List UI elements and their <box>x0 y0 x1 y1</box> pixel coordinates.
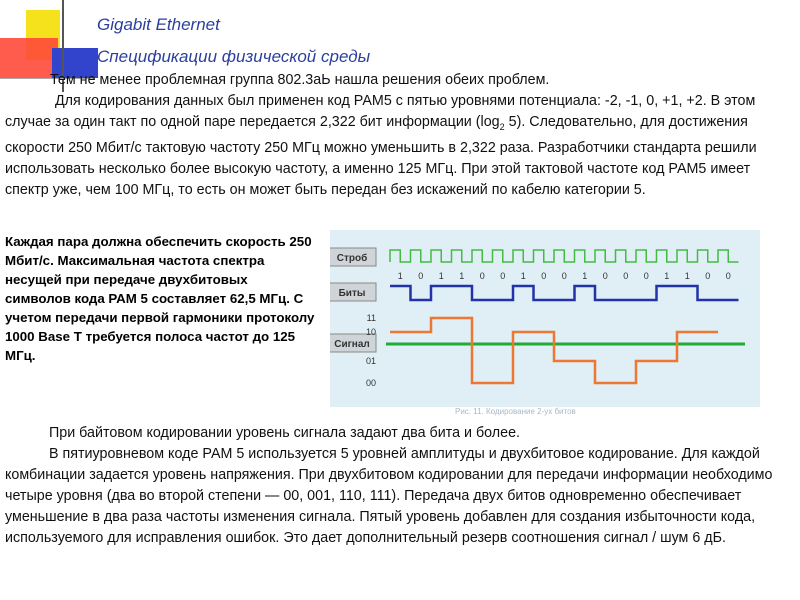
intro-paragraph-2 <box>5 91 785 201</box>
bit-label: 0 <box>561 271 567 281</box>
bit-label: 1 <box>459 271 465 281</box>
outro-paragraph-1: При байтовом кодировании уровень сигнала задают два бита и более. <box>49 425 520 441</box>
page-title: Gigabit Ethernet <box>97 15 220 34</box>
level-label: 10 <box>365 327 376 337</box>
diagram-caption: Рис. 11. Кодирование 2-ух битов <box>455 407 576 416</box>
bit-label: 1 <box>397 271 403 281</box>
bit-label: 0 <box>418 271 424 281</box>
bit-label: 1 <box>582 271 588 281</box>
side-note: Каждая пара должна обеспечить скорость 250 Мбит/с. Максимальная частота спектра несущей при передаче двухбитовых символов кода РАМ 5 составляет 62,5 МГц. С учетом передачи первой гармоники протоколу 1000 Base T требуется полоса частот до 125 МГц. <box>5 234 315 363</box>
bit-label: 0 <box>500 271 506 281</box>
bit-label: 0 <box>705 271 711 281</box>
bit-label: 1 <box>438 271 444 281</box>
bit-label: 0 <box>479 271 485 281</box>
bit-label: 1 <box>520 271 526 281</box>
pam5-diagram-svg <box>330 230 760 407</box>
level-label: 00 <box>365 378 376 388</box>
intro-text <box>5 70 785 201</box>
pam5-diagram <box>330 230 760 407</box>
log-subscript: 2 <box>499 121 505 132</box>
signal-waveform <box>390 318 718 383</box>
bit-label: 0 <box>643 271 649 281</box>
bits-label: Биты <box>338 288 366 299</box>
signal-label: Сигнал <box>334 339 370 350</box>
outro-text <box>5 423 775 549</box>
page-subtitle: Спецификации физической среды <box>97 47 371 66</box>
outro-paragraph-2: В пятиуровневом коде РАМ 5 используется 5 уровней амплитуды и двухбитовое кодирование. Для каждой комбинации задается уровень напряжения. При двухбитовом кодировании для передачи информации необходимо четыре уровня (два во второй степени — 00, 001, 110, 111). Передача двух битов одновременно обеспечивает уменьшение в два раза частоты изменения сигнала. Пятый уровень добавлен для создания избыточности кода, используемого для исправления ошибок. Это дает дополнительный резерв соотношения сигнал / шум 6 дБ. <box>5 446 773 546</box>
strobe-label: Строб <box>336 253 368 264</box>
bit-labels <box>398 271 731 281</box>
strobe-waveform <box>390 250 739 262</box>
bits-waveform <box>390 286 739 300</box>
bit-label: 1 <box>684 271 690 281</box>
level-label: 11 <box>366 313 376 323</box>
intro-p2-a: Для кодирования данных был применен код РАМ5 с пятью уровнями потенциала: -2, -1, 0, +1, +2. В этом случае за один такт по одной паре передается 2,322 бит информации (log <box>5 93 756 130</box>
bit-label: 0 <box>725 271 731 281</box>
intro-p2-b: 5). Следовательно, для достижения скорости 250 Мбит/с тактовую частоту 250 МГц можно уменьшить в 2,322 раза. Разработчики стандарта решили использовать несколько более высокую частоту, а именно 125 МГц. При этой тактовой частоте код РАМ5 имеет спектр уже, чем 100 МГц, то есть он может быть передан без искажений по кабелю категории 5. <box>5 114 757 198</box>
intro-line-1: Тем не менее проблемная группа 802.3аЬ нашла решения обеих проблем. <box>50 72 550 88</box>
level-label: 01 <box>365 356 376 366</box>
bit-label: 0 <box>623 271 629 281</box>
bit-label: 0 <box>541 271 547 281</box>
bit-label: 0 <box>602 271 608 281</box>
bit-label: 1 <box>664 271 670 281</box>
